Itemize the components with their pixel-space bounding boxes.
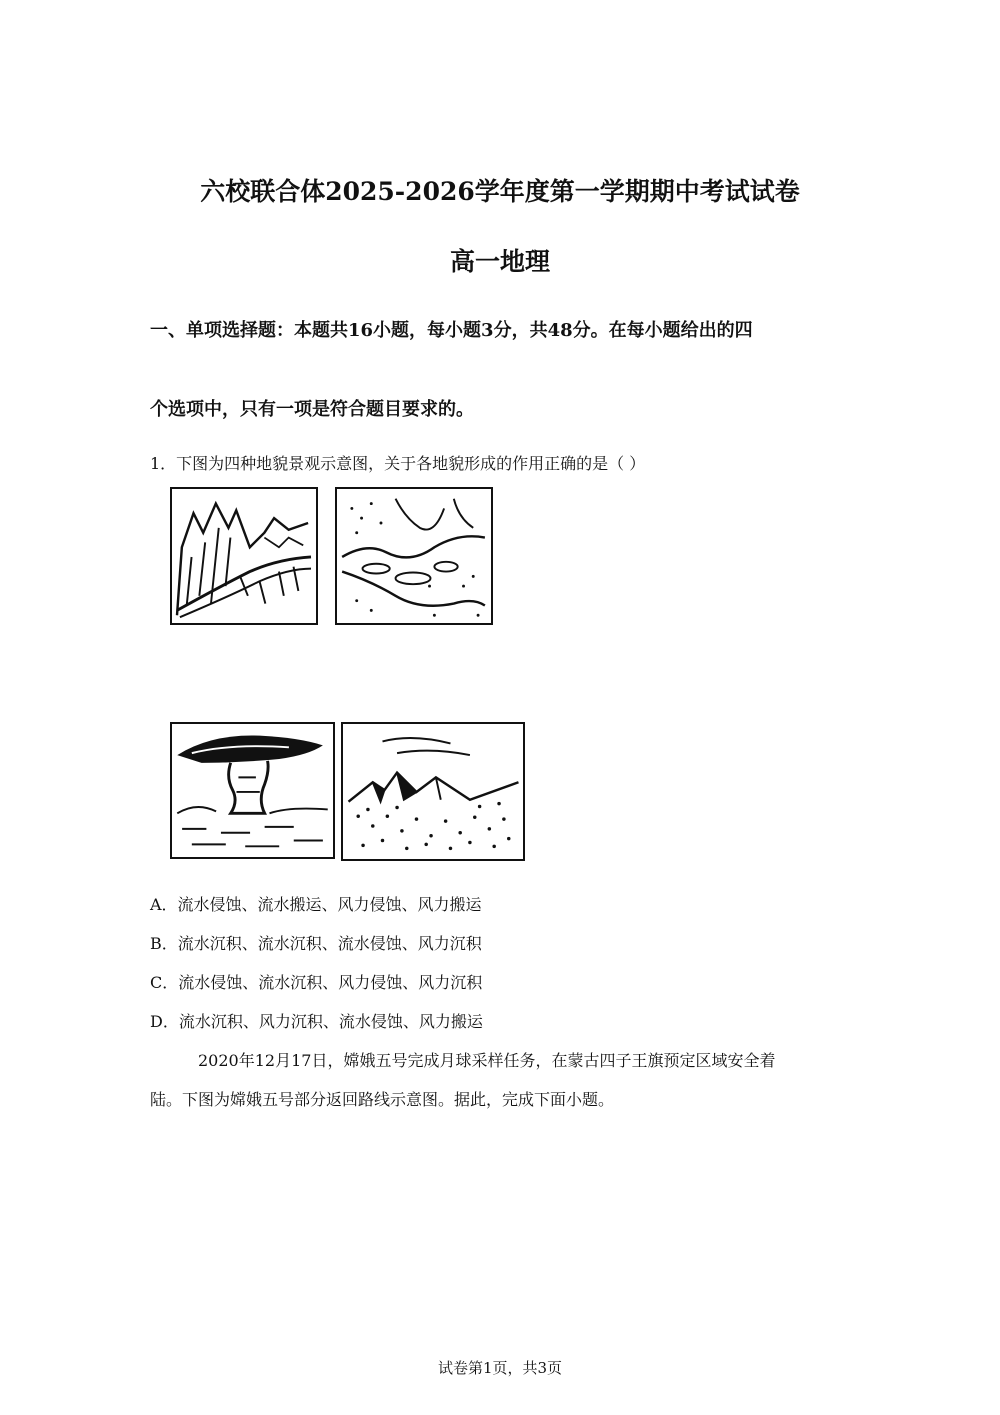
option-b: B．流水沉积、流水沉积、流水侵蚀、风力沉积	[150, 934, 482, 953]
question-1-stem: 1．下图为四种地貌景观示意图，关于各地貌形成的作用正确的是（ ）	[150, 454, 646, 473]
subject-title: 高一地理	[449, 247, 550, 276]
option-d: D．流水沉积、风力沉积、流水侵蚀、风力搬运	[150, 1012, 483, 1031]
section-heading-line-1: 一、单项选择题：本题共16小题，每小题3分，共48分。在每小题给出的四	[150, 320, 753, 341]
option-c: C．流水侵蚀、流水沉积、风力侵蚀、风力沉积	[150, 973, 483, 992]
mushroom-rock-icon	[170, 722, 335, 859]
exam-title: 六校联合体2025-2026学年度第一学期期中考试试卷	[200, 177, 800, 206]
page-footer: 试卷第1页，共3页	[437, 1359, 563, 1377]
passage-line-1: 2020年12月17日，嫦娥五号完成月球采样任务，在蒙古四子王旗预定区域安全着	[198, 1051, 776, 1070]
valley-icon	[170, 487, 318, 625]
sand-dune-icon	[341, 722, 525, 861]
river-delta-icon	[335, 487, 493, 625]
section-heading-line-2: 个选项中，只有一项是符合题目要求的。	[150, 399, 474, 420]
option-a: A．流水侵蚀、流水搬运、风力侵蚀、风力搬运	[150, 895, 482, 914]
passage-line-2: 陆。下图为嫦娥五号部分返回路线示意图。据此，完成下面小题。	[150, 1090, 615, 1109]
